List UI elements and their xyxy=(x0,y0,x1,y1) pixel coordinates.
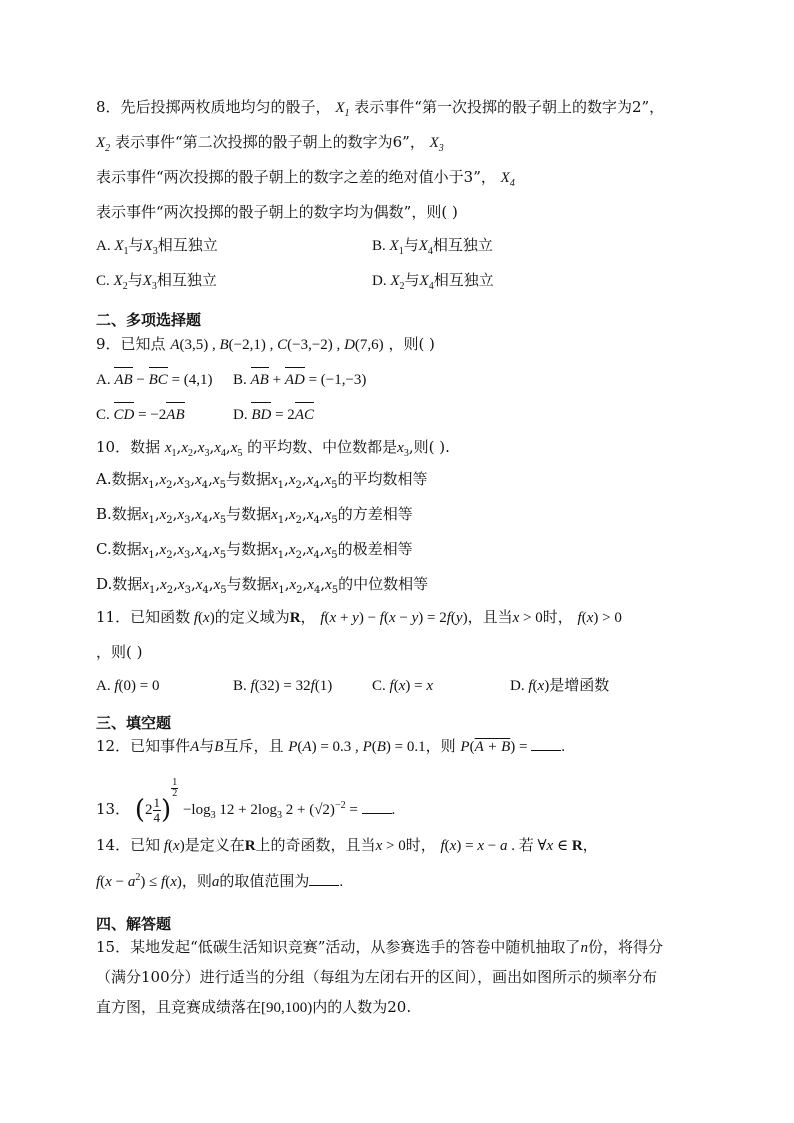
answer-blank xyxy=(362,799,392,814)
q10-option-a: A.数据$x_1,x_2,x_3,x_4,x_5$与数据$x_1,x_2,x_4,x_5$的平均数相等 xyxy=(96,470,428,491)
q9-option-c: C. CD = −2AB xyxy=(96,403,185,426)
answer-blank xyxy=(309,871,339,886)
q8-line2 xyxy=(96,131,444,154)
q8-line4 xyxy=(96,201,458,223)
q9-stem: 9．已知点 A(3,5) , B(−2,1) , C(−3,−2) , D(7,6) ，则( ) xyxy=(96,335,435,353)
section-heading-multiple-choice: 二、多项选择题 xyxy=(96,311,202,329)
q8-line3 xyxy=(96,166,515,189)
math-x4: $X_4$ xyxy=(500,170,515,189)
q10-option-d: D.数据$x_1,x_2,x_3,x_4,x_5$与数据$x_1,x_2,x_4,x_5$的中位数相等 xyxy=(96,575,429,596)
q9-option-b: B. AB + AD = (−1,−3) xyxy=(233,368,366,391)
q15-line3: 直方图，且竞赛成绩落在[90,100)内的人数为20. xyxy=(96,998,412,1016)
q11-option-d: D. f(x)是增函数 xyxy=(510,676,610,694)
q10-option-c: C.数据$x_1,x_2,x_3,x_4,x_5$与数据$x_1,x_2,x_4,x_5$的极差相等 xyxy=(96,540,413,561)
q8-text-3: 表示事件“第二次投掷的骰子朝上的数字为6”， xyxy=(114,133,425,151)
q13-stem: 13． (2 $\frac{1}{4}$ ) $^{\frac{1}{2}}$ $-\log_3$ $12 + 2\log_3$ $2 + (√2)^{-2}$ = . xyxy=(96,777,396,825)
q9-option-a: A. AB − BC = (4,1) xyxy=(96,368,213,391)
q14-stem: 14．已知 f(x)是定义在R上的奇函数，且当x > 0时， f(x) = x − a . 若 ∀x ∈ R， xyxy=(96,836,598,854)
q11-stem: 11．已知函数 f(x)的定义域为R， f(x + y) − f(x − y) = 2f(y)，且当x > 0时， f(x) > 0 xyxy=(96,608,622,626)
q8-text-4: 表示事件“两次投掷的骰子朝上的数字之差的绝对值小于3”， xyxy=(96,168,496,186)
q14-stem-cont: $f(x - a^2) \le f(x)$，则a的取值范围为 . xyxy=(96,872,344,890)
section-heading-answer: 四、解答题 xyxy=(96,915,172,933)
q11-option-c: C. f(x) = x xyxy=(372,678,433,694)
answer-blank xyxy=(531,736,561,751)
q10-stem: 10．数据 $x_1,x_2,x_3,x_4,x_5$ 的平均数、中位数都是$x_3$,则( ). xyxy=(96,438,450,459)
q11-option-b: B. f(32) = 32f(1) xyxy=(233,678,333,694)
q8-text-2: 表示事件“第一次投掷的骰子朝上的数字为2”， xyxy=(354,98,665,116)
q8-text-5: 表示事件“两次投掷的骰子朝上的数字均为偶数”，则( ) xyxy=(96,203,458,221)
q9-option-d: D. BD = 2AC xyxy=(233,403,314,426)
q15-line2: （满分100分）进行适当的分组（每组为左闭右开的区间），画出如图所示的频率分布 xyxy=(96,968,658,986)
q11-option-a: A. f(0) = 0 xyxy=(96,678,160,694)
math-x3: $X_3$ xyxy=(429,135,444,154)
q8-option-d: D. $X_2$与$X_4$相互独立 xyxy=(372,271,494,292)
q10-option-b: B.数据$x_1,x_2,x_3,x_4,x_5$与数据$x_1,x_2,x_4,x_5$的方差相等 xyxy=(96,505,413,526)
math-x1: $X_1$ xyxy=(335,100,350,119)
q8-line1 xyxy=(96,96,664,119)
q12-stem: 12．已知事件A与B互斥，且 P(A) = 0.3 , P(B) = 0.1，则 P(A + B) = . xyxy=(96,737,565,755)
section-heading-fill-blank: 三、填空题 xyxy=(96,714,172,732)
q8-option-b: B. $X_1$与$X_4$相互独立 xyxy=(372,236,493,257)
q8-option-c: C. $X_2$与$X_3$相互独立 xyxy=(96,271,217,292)
q8-option-a: A. $X_1$与$X_3$相互独立 xyxy=(96,236,218,257)
q11-stem-cont: ，则( ) xyxy=(96,643,143,661)
q8-text-1: 8．先后投掷两枚质地均匀的骰子， xyxy=(96,98,331,116)
q15-line1: 15．某地发起“低碳生活知识竞赛”活动，从参赛选手的答卷中随机抽取了n份，将得分 xyxy=(96,938,663,956)
math-x2: $X_2$ xyxy=(96,135,111,154)
